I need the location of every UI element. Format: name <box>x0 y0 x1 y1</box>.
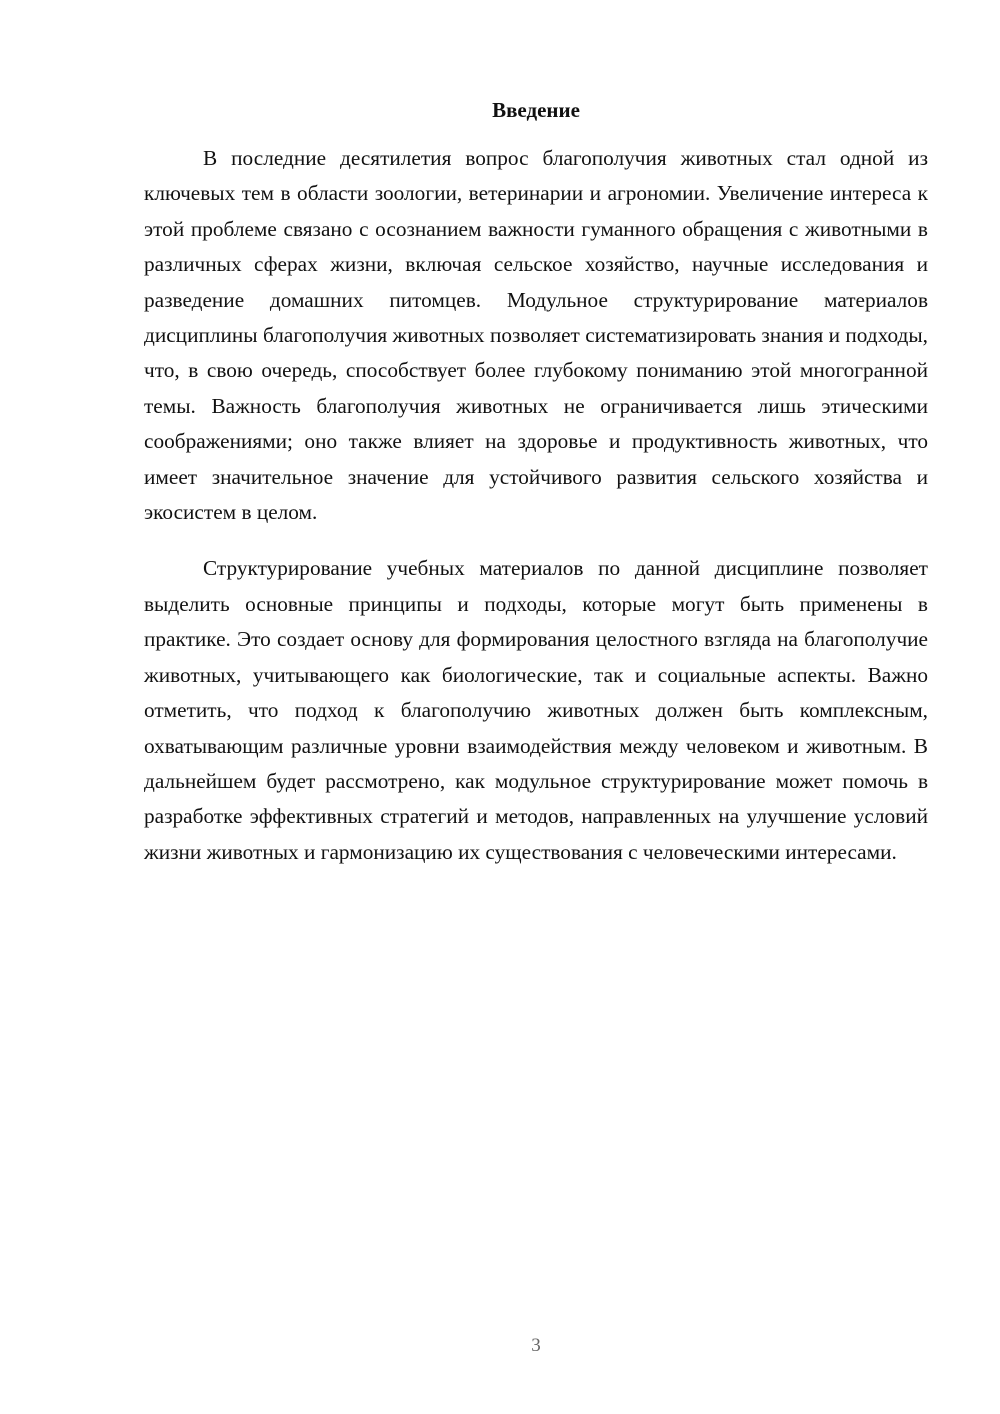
section-title: Введение <box>492 98 580 122</box>
page-number: 3 <box>531 1335 541 1356</box>
paragraph-1: В последние десятилетия вопрос благополучия животных стал одной из ключевых тем в области зоологии, ветеринарии и агрономии. Увеличение интереса к этой проблеме связано с осознанием важности гуманного обращения с животными в различных сферах жизни, включая сельское хозяйство, научные исследования и разведение домашних питомцев. Модульное структурирование материалов дисциплины благополучия животных позволяет систематизировать знания и подходы, что, в свою очередь, способствует более глубокому пониманию этой многогранной темы. Важность благополучия животных не ограничивается лишь этическими соображениями; оно также влияет на здоровье и продуктивность животных, что имеет значительное значение для устойчивого развития сельского хозяйства и экосистем в целом. <box>144 146 928 525</box>
document-body <box>144 94 928 870</box>
paragraph-2: Структурирование учебных материалов по данной дисциплине позволяет выделить основные принципы и подходы, которые могут быть применены в практике. Это создает основу для формирования целостного взгляда на благополучие животных, учитывающего как биологические, так и социальные аспекты. Важно отметить, что подход к благополучию животных должен быть комплексным, охватывающим различные уровни взаимодействия между человеком и животным. В дальнейшем будет рассмотрено, как модульное структурирование может помочь в разработке эффективных стратегий и методов, направленных на улучшение условий жизни животных и гармонизацию их существования с человеческими интересами. <box>144 556 928 864</box>
